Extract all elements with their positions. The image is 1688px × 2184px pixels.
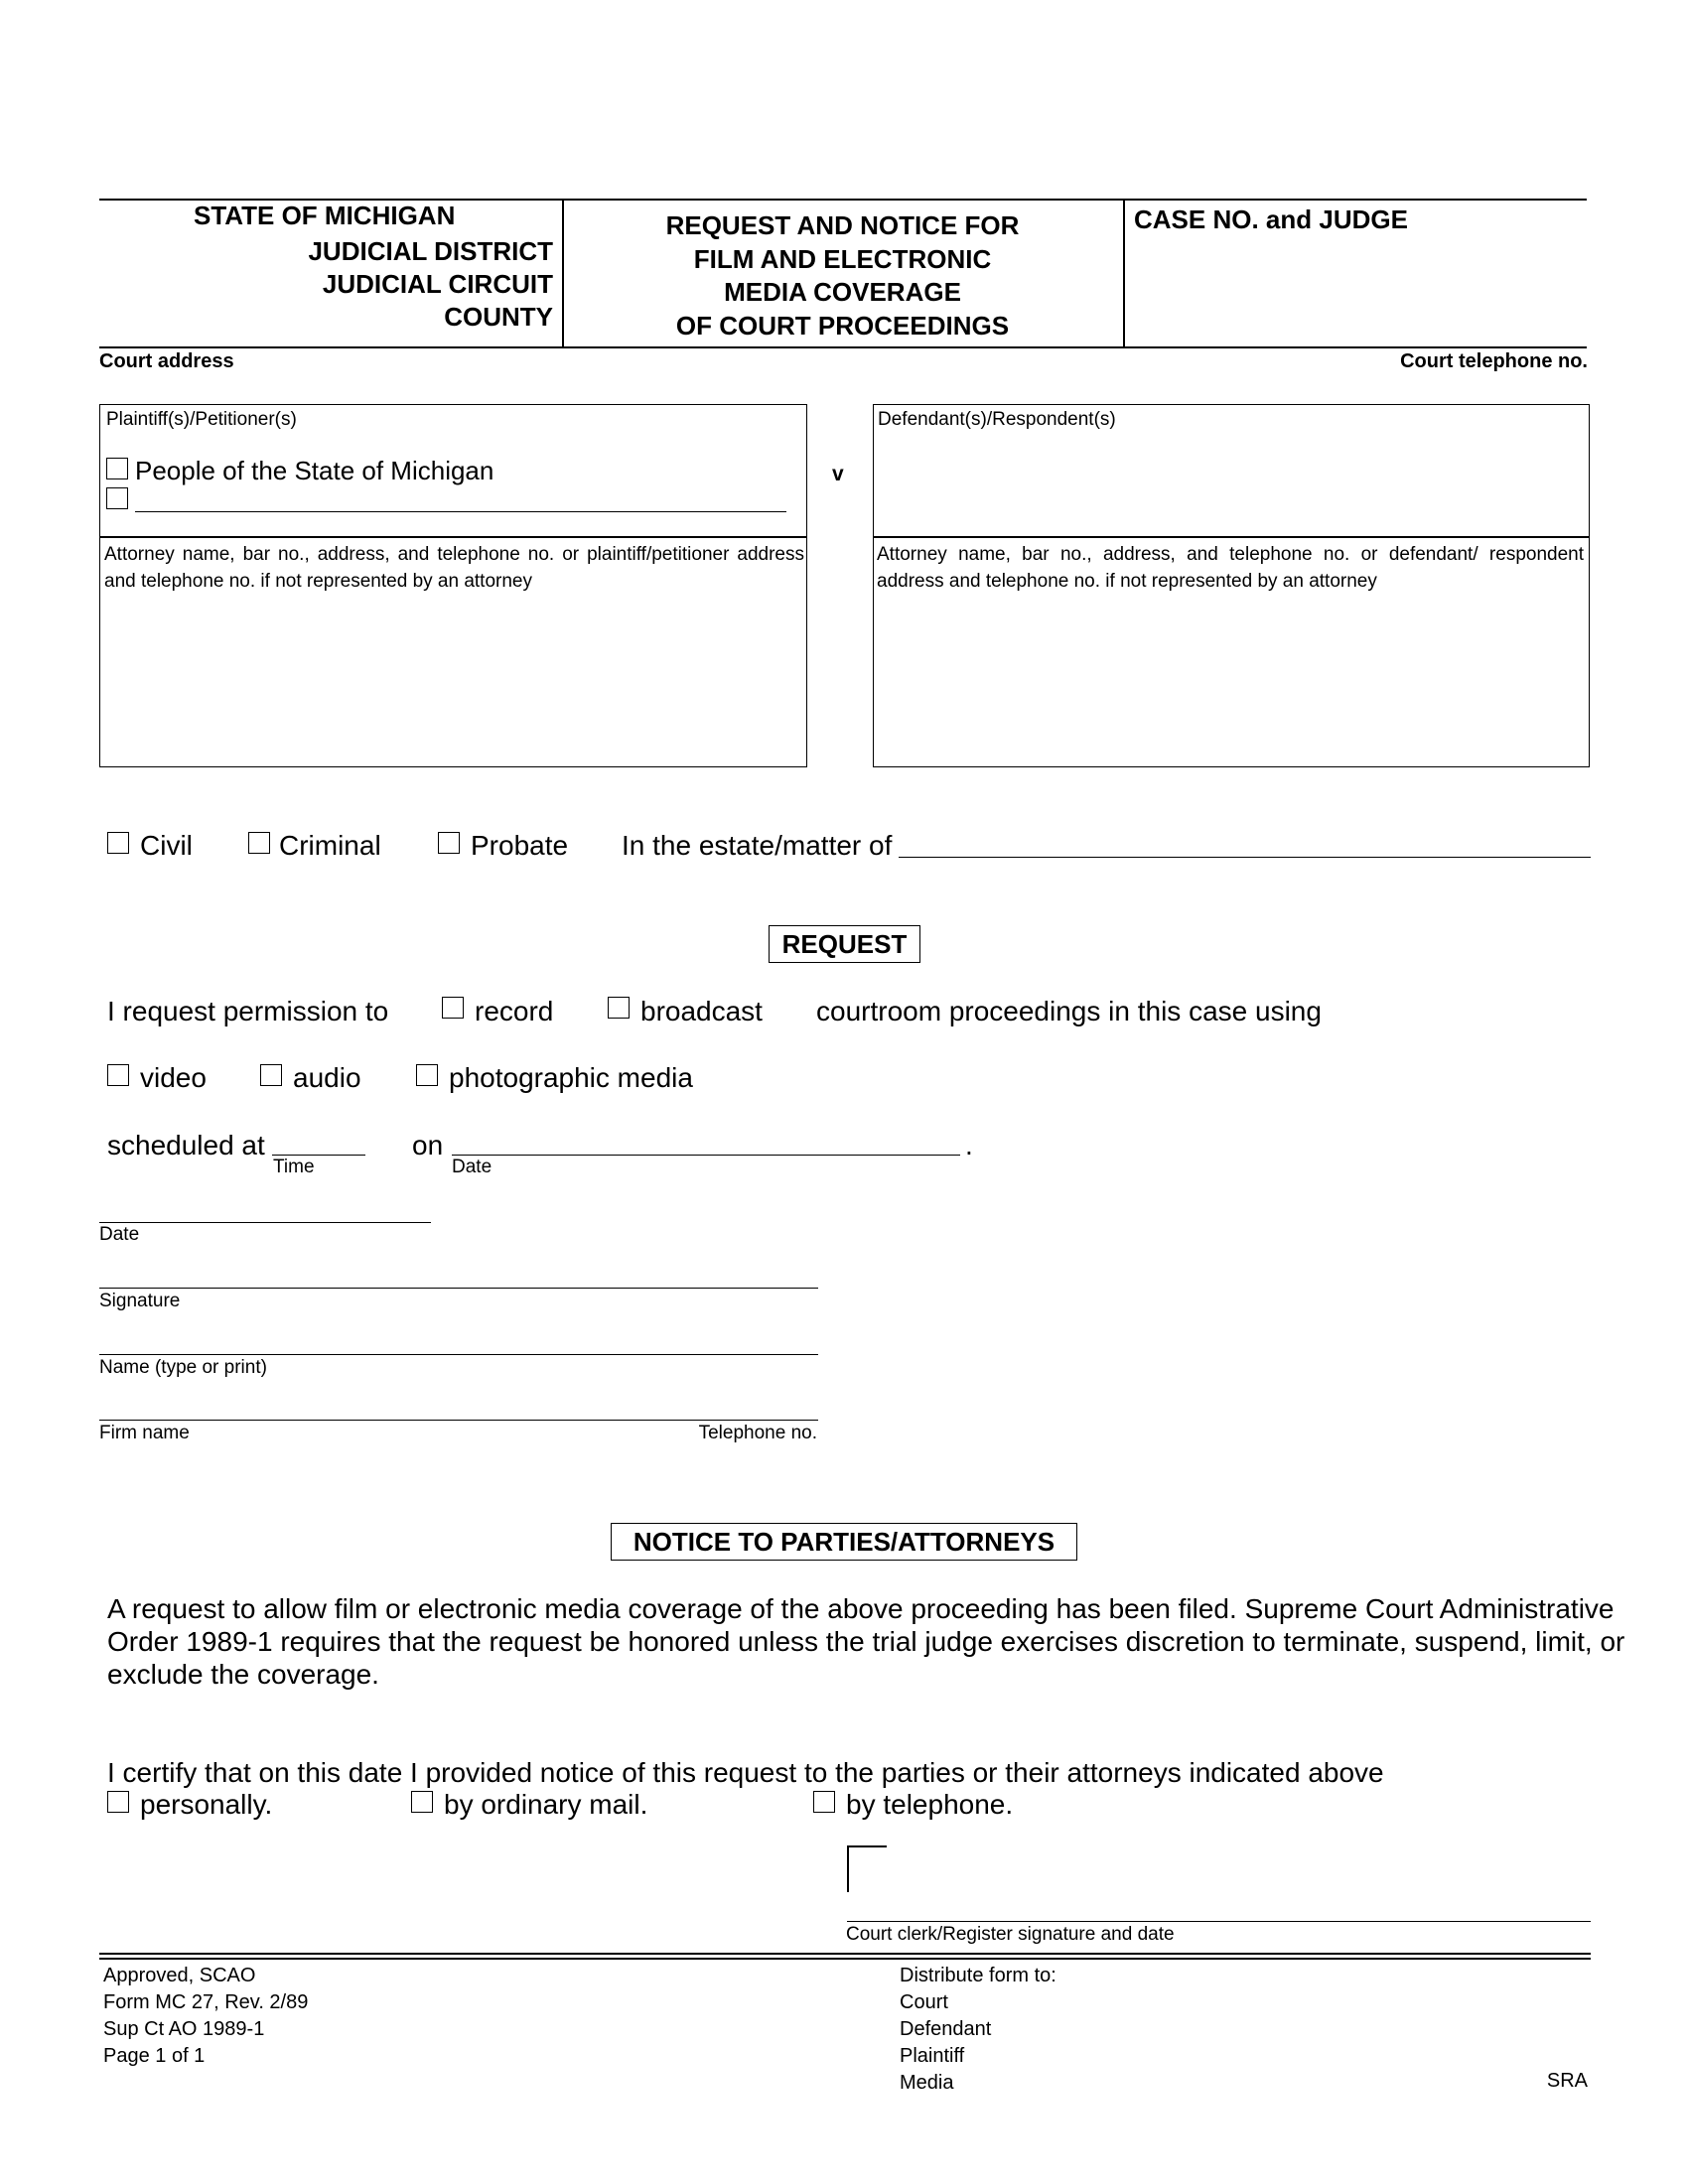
plaintiff-box-divider — [99, 536, 807, 538]
request-heading: REQUEST — [769, 925, 920, 963]
defendant-box-divider — [873, 536, 1590, 538]
form-title — [562, 209, 1123, 342]
request-permission-text: I request permission to — [107, 996, 389, 1026]
footer-code: SRA — [1546, 2070, 1588, 2092]
notice-paragraph-line-1: A request to allow film or electronic media coverage of the above proceeding has been filed. Supreme Court Administrative — [107, 1593, 1615, 1624]
defendant-label: Defendant(s)/Respondent(s) — [878, 409, 1116, 430]
time-line — [272, 1155, 365, 1156]
judicial-circuit-label: JUDICIAL CIRCUIT — [322, 269, 553, 299]
probate-label: Probate — [471, 830, 569, 861]
photographic-media-checkbox[interactable] — [416, 1064, 438, 1086]
record-label: record — [475, 996, 554, 1026]
defendant-attorney-field[interactable] — [879, 602, 1579, 760]
court-address-label: Court address — [99, 350, 234, 372]
footer-approved-line: Approved, SCAO — [103, 1965, 256, 1986]
footer-rule-bottom — [99, 1958, 1591, 1960]
clerk-signature-line — [847, 1921, 1591, 1922]
estate-matter-line — [899, 857, 1591, 858]
signature-date-label: Date — [99, 1224, 140, 1245]
firm-name-label: Firm name — [99, 1423, 190, 1443]
distribute-media: Media — [900, 2072, 954, 2094]
form-title-line-2: FILM AND ELECTRONIC — [693, 243, 992, 274]
other-plaintiff-field[interactable] — [137, 484, 782, 510]
by-telephone-label: by telephone. — [846, 1789, 1014, 1820]
by-telephone-checkbox[interactable] — [813, 1791, 835, 1813]
notice-paragraph — [107, 1592, 1625, 1691]
distribute-court: Court — [900, 1991, 948, 2013]
scheduled-at-label: scheduled at — [107, 1130, 265, 1160]
time-field[interactable] — [274, 1128, 363, 1154]
ordinary-mail-checkbox[interactable] — [411, 1791, 433, 1813]
versus-label: v — [832, 463, 844, 485]
plaintiff-label: Plaintiff(s)/Petitioner(s) — [106, 409, 297, 430]
distribute-defendant: Defendant — [900, 2018, 992, 2040]
video-label: video — [140, 1062, 207, 1093]
criminal-checkbox[interactable] — [248, 832, 270, 854]
header-bottom-rule — [99, 346, 1587, 348]
civil-checkbox[interactable] — [107, 832, 129, 854]
form-title-line-4: OF COURT PROCEEDINGS — [675, 310, 1010, 341]
form-title-line-3: MEDIA COVERAGE — [724, 277, 961, 307]
signature-line — [99, 1288, 818, 1289]
footer-ao-line: Sup Ct AO 1989-1 — [103, 2018, 265, 2040]
clerk-signature-label: Court clerk/Register signature and date — [846, 1924, 1175, 1945]
footer-rule-top — [99, 1953, 1591, 1955]
defendant-attorney-label: Attorney name, bar no., address, and telephone no. or defendant/ respondent address and telephone no. if not represented by an attorney — [877, 544, 1584, 592]
date-caption: Date — [452, 1157, 492, 1177]
judicial-district-label: JUDICIAL DISTRICT — [308, 236, 553, 266]
signature-date-line — [99, 1222, 431, 1223]
criminal-label: Criminal — [279, 830, 381, 861]
state-label: STATE OF MICHIGAN — [194, 201, 456, 230]
signature-field[interactable] — [102, 1259, 812, 1285]
personally-checkbox[interactable] — [107, 1791, 129, 1813]
signature-date-field[interactable] — [102, 1194, 426, 1220]
form-title-line-1: REQUEST AND NOTICE FOR — [665, 210, 1020, 240]
estate-matter-field[interactable] — [902, 828, 1587, 856]
video-checkbox[interactable] — [107, 1064, 129, 1086]
plaintiff-attorney-field[interactable] — [105, 602, 800, 760]
other-plaintiff-checkbox[interactable] — [106, 487, 128, 509]
name-field[interactable] — [102, 1325, 812, 1351]
notice-paragraph-line-3: exclude the coverage. — [107, 1659, 379, 1690]
notice-heading: NOTICE TO PARTIES/ATTORNEYS — [611, 1523, 1077, 1561]
telephone-label: Telephone no. — [698, 1423, 817, 1443]
footer-approval — [103, 1963, 308, 2070]
court-telephone-label: Court telephone no. — [1400, 350, 1588, 372]
county-label: COUNTY — [444, 302, 553, 332]
clerk-corner-mark-vertical — [847, 1845, 849, 1892]
distribute-label: Distribute form to: — [900, 1965, 1056, 1986]
courtroom-proceedings-text: courtroom proceedings in this case using — [816, 996, 1322, 1026]
time-caption: Time — [273, 1157, 315, 1177]
name-label: Name (type or print) — [99, 1357, 267, 1378]
broadcast-label: broadcast — [640, 996, 763, 1026]
clerk-corner-mark-horizontal — [847, 1845, 887, 1847]
on-label: on — [412, 1130, 444, 1160]
scheduled-date-field[interactable] — [455, 1128, 956, 1154]
clerk-signature-field[interactable] — [894, 1881, 1579, 1917]
distribute-plaintiff: Plaintiff — [900, 2045, 965, 2067]
people-of-michigan-checkbox[interactable] — [106, 458, 128, 479]
footer-page-line: Page 1 of 1 — [103, 2045, 206, 2067]
civil-label: Civil — [140, 830, 193, 861]
sentence-period: . — [965, 1130, 973, 1160]
probate-checkbox[interactable] — [438, 832, 460, 854]
audio-checkbox[interactable] — [260, 1064, 282, 1086]
firm-name-field[interactable] — [102, 1391, 658, 1417]
defendant-field[interactable] — [880, 447, 1580, 526]
people-of-michigan-label: People of the State of Michigan — [135, 456, 494, 485]
record-checkbox[interactable] — [442, 997, 464, 1019]
certify-text: I certify that on this date I provided notice of this request to the parties or their attorneys indicated above — [107, 1757, 1384, 1788]
ordinary-mail-label: by ordinary mail. — [444, 1789, 648, 1820]
footer-form-line: Form MC 27, Rev. 2/89 — [103, 1991, 309, 2013]
name-line — [99, 1354, 818, 1355]
scheduled-date-line — [452, 1155, 960, 1156]
plaintiff-attorney-label: Attorney name, bar no., address, and telephone no. or plaintiff/petitioner address and telephone no. if not represented by an attorney — [104, 544, 804, 592]
case-no-judge-label: CASE NO. and JUDGE — [1134, 205, 1408, 234]
photographic-media-label: photographic media — [449, 1062, 693, 1093]
other-plaintiff-line — [135, 511, 786, 512]
audio-label: audio — [293, 1062, 361, 1093]
broadcast-checkbox[interactable] — [608, 997, 630, 1019]
telephone-field[interactable] — [665, 1391, 814, 1417]
notice-paragraph-line-2: Order 1989-1 requires that the request be honored unless the trial judge exercises discretion to terminate, suspend, limit, or — [107, 1626, 1625, 1657]
footer-distribute — [900, 1963, 1056, 2097]
case-no-field[interactable] — [1134, 248, 1571, 338]
estate-matter-label: In the estate/matter of — [622, 830, 893, 861]
personally-label: personally. — [140, 1789, 273, 1820]
header-divider-right — [1123, 199, 1125, 347]
signature-label: Signature — [99, 1291, 181, 1311]
firm-line — [99, 1420, 818, 1421]
